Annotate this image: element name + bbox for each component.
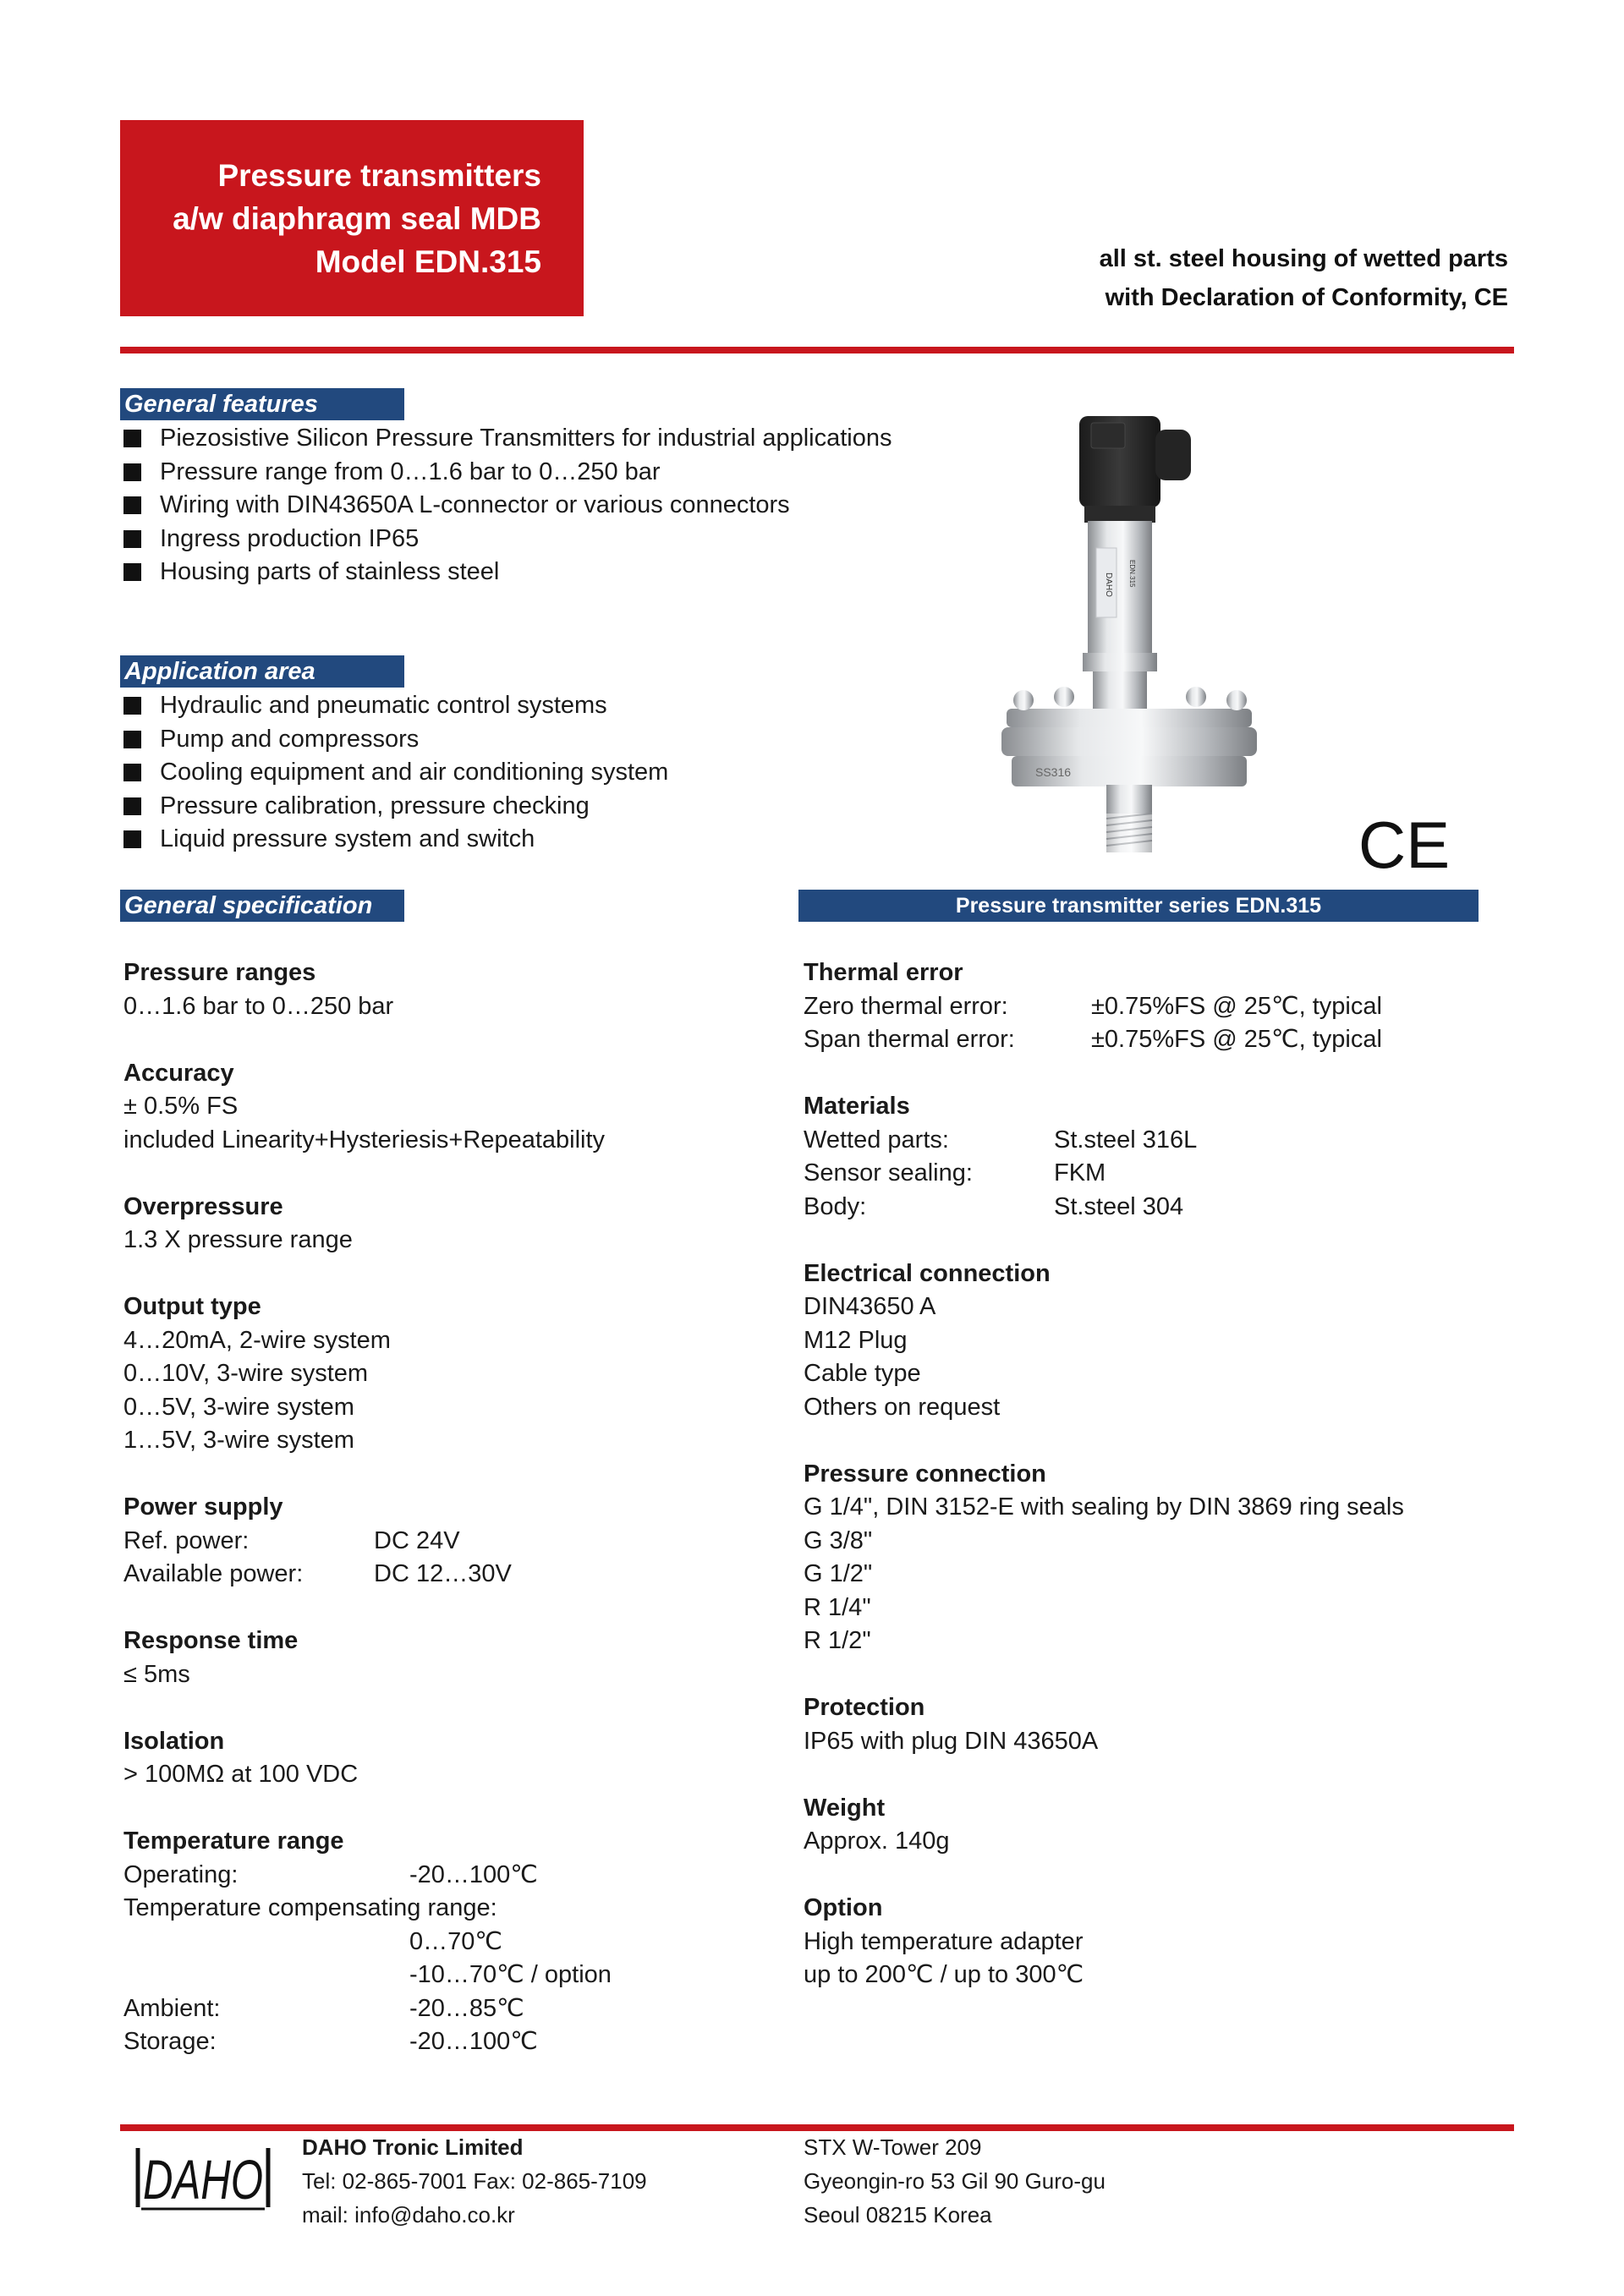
isolation-value: > 100MΩ at 100 VDC xyxy=(123,1761,359,1788)
application-area-heading: Application area xyxy=(120,655,404,688)
output-type-line: 4…20mA, 2-wire system xyxy=(123,1326,391,1354)
spec-label: Zero thermal error: xyxy=(804,992,1008,1020)
bullet-square-icon xyxy=(123,764,141,781)
body-row xyxy=(804,1191,1514,1225)
option-title: Option xyxy=(804,1894,883,1921)
spec-value: FKM xyxy=(1054,1159,1106,1186)
temperature-range-title: Temperature range xyxy=(123,1827,344,1855)
application-area-list xyxy=(123,689,668,857)
pressure-connection-line: G 1/2" xyxy=(804,1560,873,1587)
accuracy-value: ± 0.5% FS xyxy=(123,1093,239,1120)
title-line-2: a/w diaphragm seal MDB xyxy=(173,201,541,236)
top-divider xyxy=(120,347,1514,353)
list-item: Pressure range from 0…1.6 bar to 0…250 bar xyxy=(123,456,892,490)
footer-address-line: STX W-Tower 209 xyxy=(804,2134,982,2160)
output-type-line: 1…5V, 3-wire system xyxy=(123,1427,354,1454)
product-model-text: EDN.315 xyxy=(1128,560,1136,588)
bullet-square-icon xyxy=(123,563,141,581)
footer-address-line: Gyeongin-ro 53 Gil 90 Guro-gu xyxy=(804,2168,1106,2194)
bullet-square-icon xyxy=(123,697,141,715)
footer-mail: mail: info@daho.co.kr xyxy=(302,2202,515,2228)
footer-tel: Tel: 02-865-7001 Fax: 02-865-7109 xyxy=(302,2168,647,2194)
list-item: Hydraulic and pneumatic control systems xyxy=(123,689,668,723)
power-supply-available-row xyxy=(123,1558,766,1592)
electrical-connection-line: Cable type xyxy=(804,1360,921,1387)
footer-company: DAHO Tronic Limited xyxy=(302,2134,524,2160)
tagline-line-1: all st. steel housing of wetted parts xyxy=(1099,245,1508,272)
bullet-square-icon xyxy=(123,797,141,815)
right-spec-column xyxy=(804,956,1514,1992)
spec-label: Available power: xyxy=(123,1560,304,1587)
option-line: up to 200℃ / up to 300℃ xyxy=(804,1961,1084,1988)
list-item: Wiring with DIN43650A L-connector or various connectors xyxy=(123,489,892,523)
overpressure-title: Overpressure xyxy=(123,1192,283,1220)
list-item: Liquid pressure system and switch xyxy=(123,823,668,857)
spec-label: Wetted parts: xyxy=(804,1126,949,1153)
tagline-line-2: with Declaration of Conformity, CE xyxy=(1105,284,1508,311)
pressure-connection-line: G 1/4", DIN 3152-E with sealing by DIN 3869 ring seals xyxy=(804,1493,1404,1521)
bullet-square-icon xyxy=(123,496,141,514)
spec-value: -20…100℃ xyxy=(409,2028,538,2055)
general-features-list xyxy=(123,422,892,589)
pressure-ranges-title: Pressure ranges xyxy=(123,959,316,986)
footer-address-line: Seoul 08215 Korea xyxy=(804,2202,992,2228)
general-specification-heading: General specification xyxy=(120,890,404,922)
span-thermal-row xyxy=(804,1023,1514,1057)
electrical-connection-line: M12 Plug xyxy=(804,1326,908,1354)
pressure-connection-line: G 3/8" xyxy=(804,1526,873,1554)
electrical-connection-line: Others on request xyxy=(804,1393,1001,1421)
response-time-value: ≤ 5ms xyxy=(123,1660,190,1688)
operating-row xyxy=(123,1859,766,1893)
output-type-line: 0…5V, 3-wire system xyxy=(123,1393,354,1421)
bullet-square-icon xyxy=(123,463,141,481)
spec-label: Ref. power: xyxy=(123,1526,250,1554)
bullet-square-icon xyxy=(123,530,141,548)
spec-label: Storage: xyxy=(123,2028,217,2055)
svg-text:DAHO: DAHO xyxy=(143,2148,263,2211)
power-supply-ref-row xyxy=(123,1525,766,1559)
spec-value: St.steel 304 xyxy=(1054,1192,1184,1220)
spec-label: Span thermal error: xyxy=(804,1026,1015,1053)
response-time-title: Response time xyxy=(123,1627,299,1654)
compensating-label: Temperature compensating range: xyxy=(123,1894,497,1921)
option-line: High temperature adapter xyxy=(804,1927,1084,1955)
materials-title: Materials xyxy=(804,1093,910,1120)
storage-row xyxy=(123,2025,766,2059)
spec-value: -20…85℃ xyxy=(409,1994,524,2022)
weight-title: Weight xyxy=(804,1794,886,1822)
electrical-connection-line: DIN43650 A xyxy=(804,1293,936,1320)
protection-value: IP65 with plug DIN 43650A xyxy=(804,1727,1099,1755)
spec-value: St.steel 316L xyxy=(1054,1126,1198,1153)
title-line-3: Model EDN.315 xyxy=(315,244,541,279)
spec-value: ±0.75%FS @ 25℃, typical xyxy=(1091,992,1382,1020)
left-spec-column xyxy=(123,956,766,2059)
pressure-connection-title: Pressure connection xyxy=(804,1460,1046,1488)
output-type-title: Output type xyxy=(123,1293,261,1320)
electrical-connection-title: Electrical connection xyxy=(804,1259,1051,1287)
title-line-1: Pressure transmitters xyxy=(217,158,541,193)
accuracy-note: included Linearity+Hysteriesis+Repeatability xyxy=(123,1126,606,1153)
bullet-square-icon xyxy=(123,830,141,848)
spec-value: 0…70℃ xyxy=(409,1927,502,1955)
spec-value: ±0.75%FS @ 25℃, typical xyxy=(1091,1026,1382,1053)
svg-text:CE: CE xyxy=(1358,808,1451,882)
spec-label: Body: xyxy=(804,1192,867,1220)
power-supply-title: Power supply xyxy=(123,1493,283,1521)
footer-company-block xyxy=(302,2130,647,2232)
list-item: Ingress production IP65 xyxy=(123,523,892,556)
footer-address-block xyxy=(804,2130,1106,2232)
ce-mark-icon xyxy=(1358,808,1451,882)
spec-label: Ambient: xyxy=(123,1994,221,2022)
spec-label: Operating: xyxy=(123,1860,239,1888)
daho-logo-icon xyxy=(131,2140,275,2214)
pressure-connection-line: R 1/2" xyxy=(804,1627,871,1654)
zero-thermal-row xyxy=(804,990,1514,1024)
series-heading: Pressure transmitter series EDN.315 xyxy=(798,890,1479,922)
title-box xyxy=(120,120,584,316)
ambient-row xyxy=(123,1992,766,2026)
spec-value: DC 12…30V xyxy=(374,1560,512,1587)
overpressure-value: 1.3 X pressure range xyxy=(123,1226,353,1253)
isolation-title: Isolation xyxy=(123,1727,225,1755)
list-item: Piezosistive Silicon Pressure Transmitters for industrial applications xyxy=(123,422,892,456)
product-image xyxy=(990,404,1269,861)
spec-label: Sensor sealing: xyxy=(804,1159,973,1186)
output-type-line: 0…10V, 3-wire system xyxy=(123,1360,369,1387)
wetted-parts-row xyxy=(804,1124,1514,1158)
list-item: Pump and compressors xyxy=(123,723,668,757)
list-item: Housing parts of stainless steel xyxy=(123,556,892,589)
list-item: Cooling equipment and air conditioning system xyxy=(123,756,668,790)
spec-value: DC 24V xyxy=(374,1526,460,1554)
sensor-sealing-row xyxy=(804,1157,1514,1191)
thermal-error-title: Thermal error xyxy=(804,959,963,986)
flange-text: SS316 xyxy=(1035,765,1072,779)
protection-title: Protection xyxy=(804,1694,925,1721)
list-item: Pressure calibration, pressure checking xyxy=(123,790,668,824)
product-logo-text: DAHO xyxy=(1104,573,1113,597)
weight-value: Approx. 140g xyxy=(804,1827,950,1855)
spec-value: -10…70℃ / option xyxy=(409,1961,612,1988)
spec-value: -20…100℃ xyxy=(409,1860,538,1888)
pressure-ranges-value: 0…1.6 bar to 0…250 bar xyxy=(123,992,394,1020)
general-features-heading: General features xyxy=(120,388,404,420)
accuracy-title: Accuracy xyxy=(123,1059,234,1087)
bullet-square-icon xyxy=(123,430,141,447)
pressure-connection-line: R 1/4" xyxy=(804,1593,871,1621)
bullet-square-icon xyxy=(123,731,141,748)
